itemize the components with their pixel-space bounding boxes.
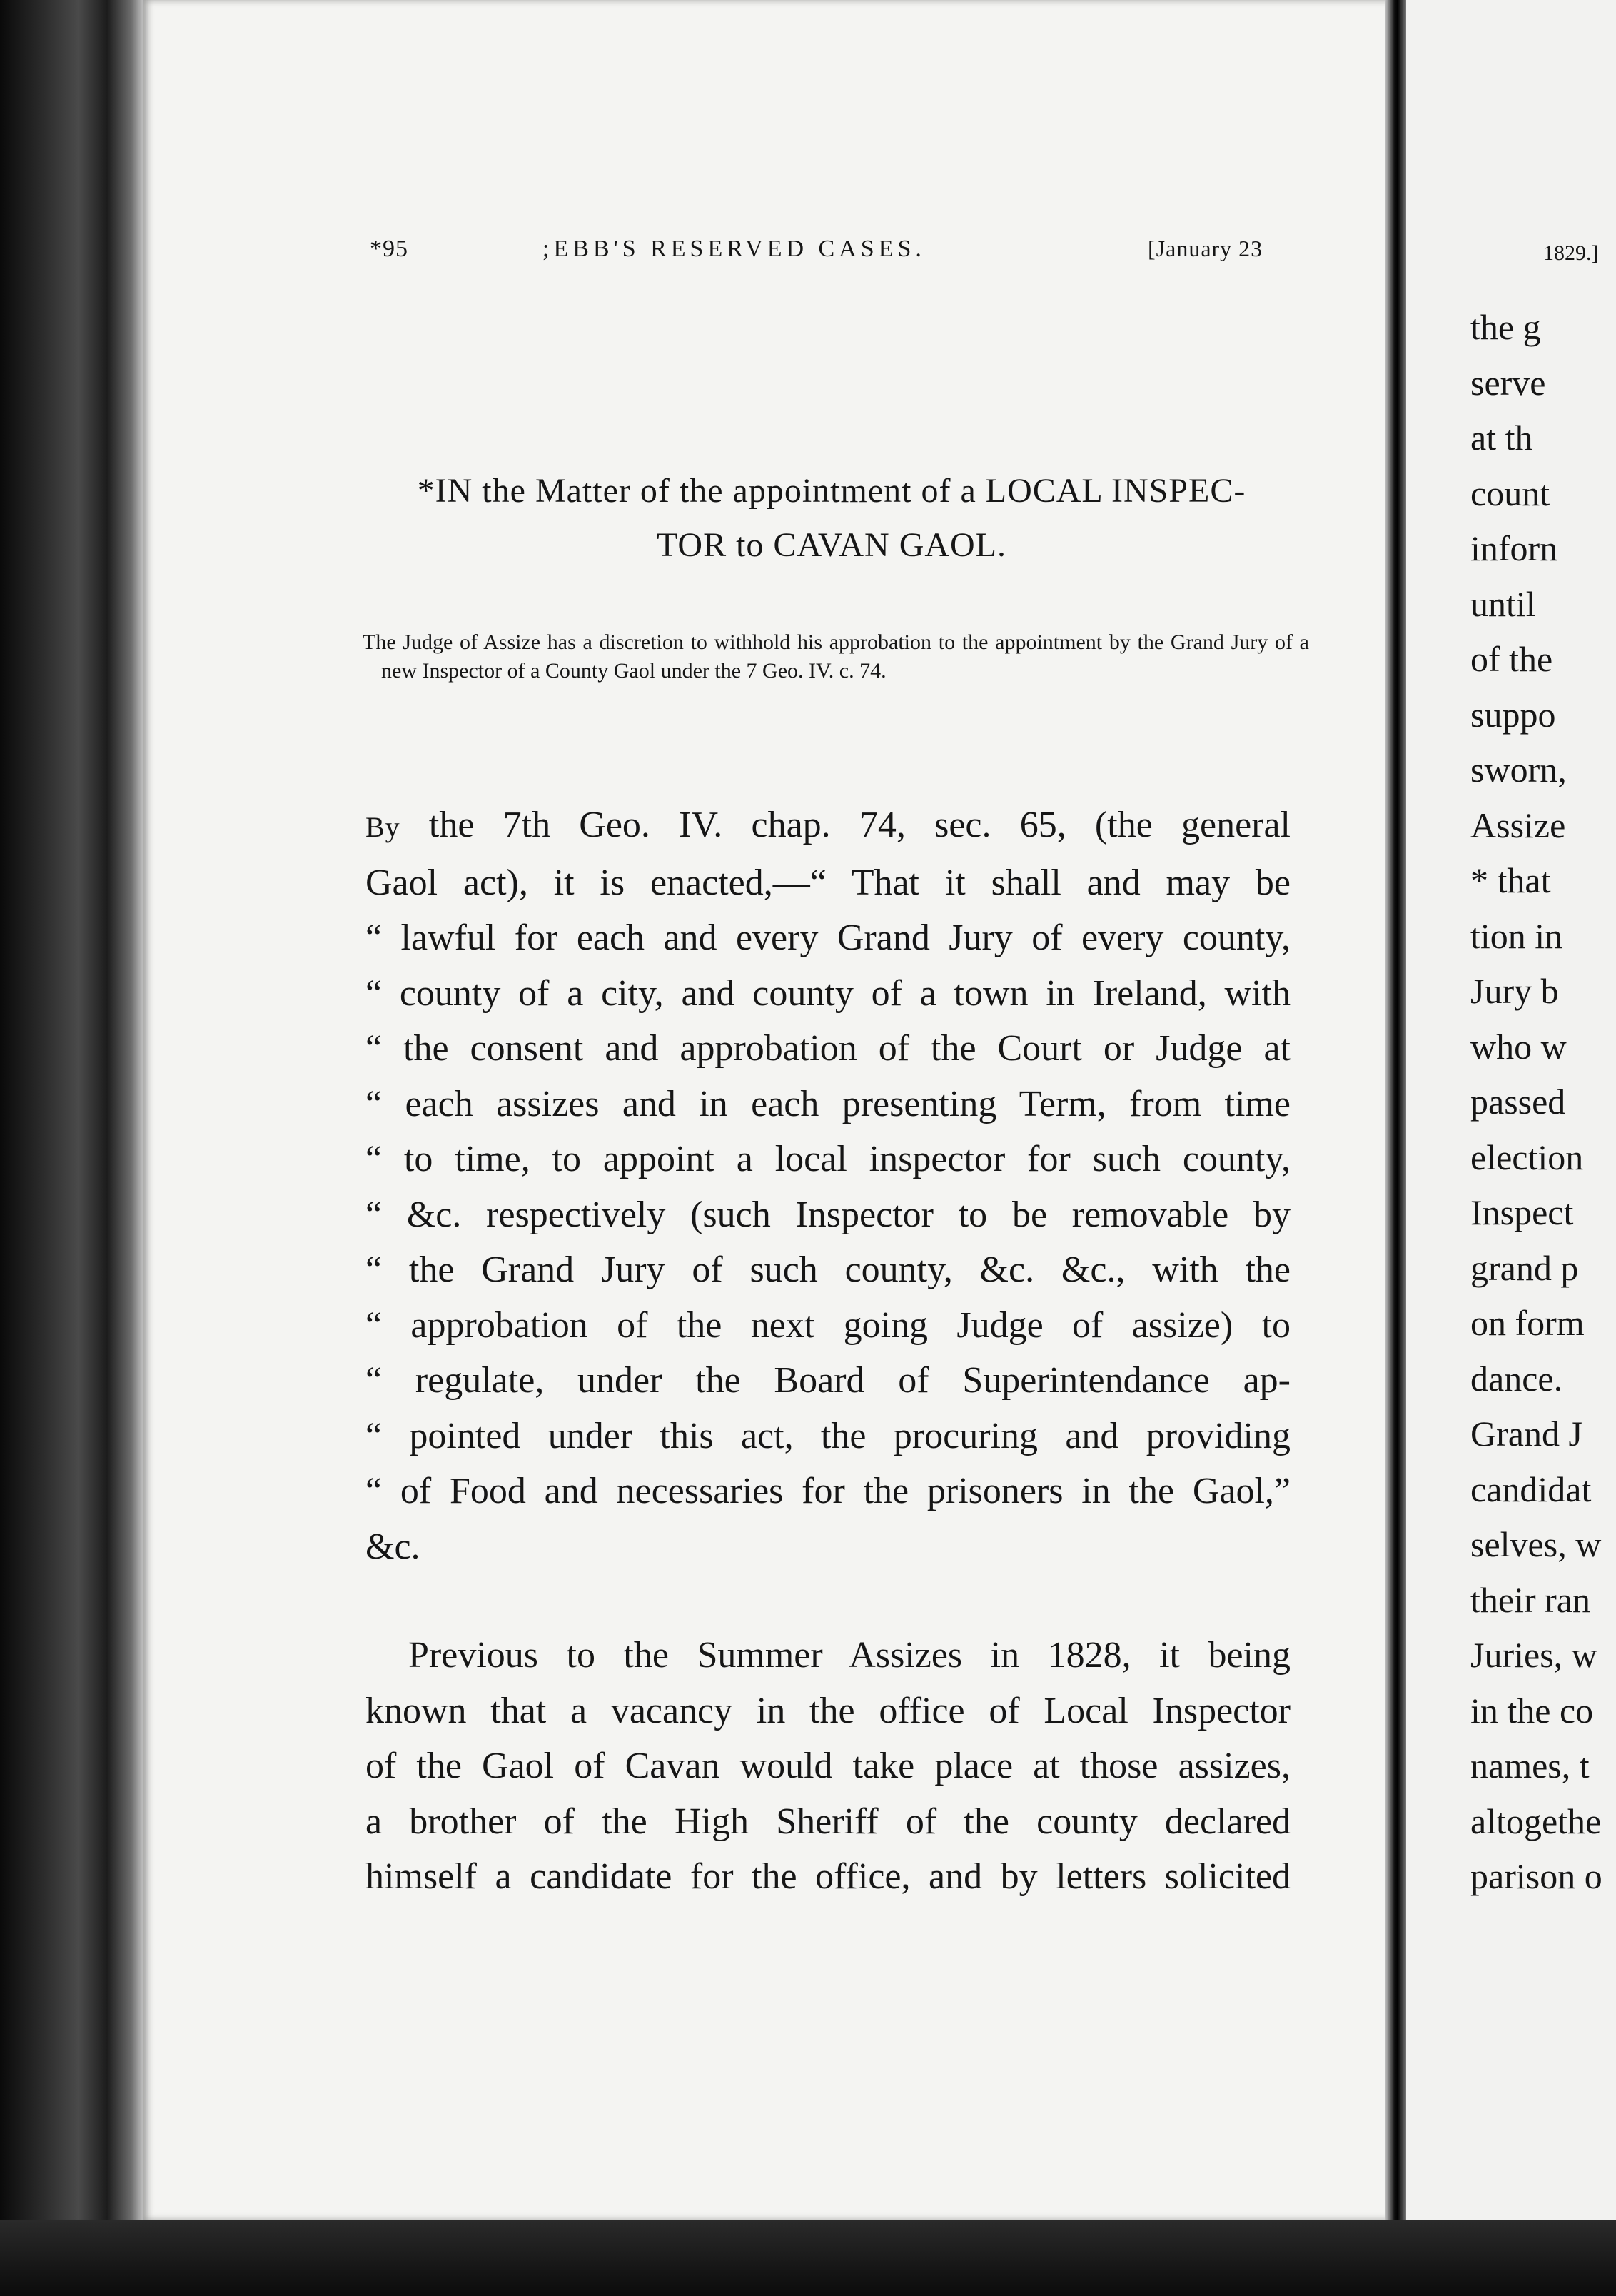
right-page-line: serve (1470, 362, 1546, 403)
paragraph-1-line: Gaol act), it is enacted,—“ That it shall and may be (365, 862, 1291, 903)
right-page-line: altogethe (1470, 1801, 1602, 1841)
right-page-line: * that (1470, 860, 1551, 900)
paragraph-2-line: Previous to the Summer Assizes in 1828, it being (408, 1635, 1291, 1676)
right-page-line: sworn, (1470, 750, 1567, 790)
right-page-line: at th (1470, 418, 1533, 458)
paragraph-1-line: “ pointed under this act, the procuring and providing (365, 1415, 1291, 1456)
lead-cap: By (365, 811, 400, 843)
headnote: The Judge of Assize has a discretion to withhold his approbation to the appointment by the Grand Jury of a new Inspector of a County Gaol under the 7 Geo. IV. c. 74. (363, 630, 1309, 683)
right-page-line: count (1470, 473, 1550, 513)
paragraph-1-line: “ the consent and approbation of the Court or Judge at (365, 1028, 1291, 1069)
scan-bottom-edge (0, 2220, 1616, 2296)
paragraph-1-line: “ county of a city, and county of a town in Ireland, with (365, 972, 1291, 1014)
right-page-line: Jury b (1470, 971, 1559, 1011)
right-page-line: on form (1470, 1303, 1585, 1343)
right-page-line: in the co (1470, 1690, 1594, 1731)
right-page-line: until (1470, 583, 1536, 624)
right-page-header: 1829.] (1543, 241, 1599, 265)
right-page-line: the g (1470, 307, 1541, 347)
case-title-line-1: *IN the Matter of the appointment of a LOCAL INSPEC- (417, 472, 1246, 510)
paragraph-1-line: By the 7th Geo. IV. chap. 74, sec. 65, (the general (365, 805, 1291, 845)
right-page-line: who w (1470, 1026, 1567, 1067)
paragraph-1-line: “ to time, to appoint a local inspector for such county, (365, 1139, 1291, 1179)
right-page-line: election (1470, 1137, 1584, 1177)
right-page-line: tion in (1470, 915, 1563, 956)
paragraph-2-line: of the Gaol of Cavan would take place at those assizes, (365, 1746, 1291, 1786)
right-page-line: their ran (1470, 1579, 1590, 1620)
paragraph-2-line: known that a vacancy in the office of Local Inspector (365, 1690, 1291, 1731)
case-title (371, 464, 1292, 573)
right-page-line: Inspect (1470, 1192, 1574, 1232)
right-page-line: Assize (1470, 805, 1566, 845)
right-page-line: grand p (1470, 1247, 1579, 1288)
right-page-line: inforn (1470, 528, 1558, 568)
page-number: *95 (370, 236, 408, 262)
right-page-line: names, t (1470, 1746, 1590, 1786)
right-page-line: Grand J (1470, 1414, 1582, 1454)
right-page-line: Juries, w (1470, 1635, 1597, 1675)
right-page-text (1470, 300, 1616, 1905)
case-title-line-2: TOR to CAVAN GAOL. (656, 526, 1007, 564)
paragraph-2 (365, 1628, 1291, 1905)
paragraph-1-line: “ &c. respectively (such Inspector to be removable by (365, 1194, 1291, 1235)
paragraph-2-line: a brother of the High Sheriff of the county declared (365, 1801, 1291, 1842)
paragraph-1-line: “ of Food and necessaries for the prisoners in the Gaol,” (365, 1471, 1291, 1511)
right-page-line: passed (1470, 1082, 1566, 1122)
paragraph-1-line: “ lawful for each and every Grand Jury of every county, (365, 917, 1291, 958)
paragraph-1-line: “ each assizes and in each presenting Term, from time (365, 1083, 1291, 1124)
right-page-line: dance. (1470, 1358, 1563, 1399)
paragraph-1-line: “ regulate, under the Board of Superintendance ap- (365, 1360, 1291, 1401)
right-page-line: selves, w (1470, 1524, 1602, 1564)
right-page-line: parison o (1470, 1856, 1602, 1896)
right-page-line: candidat (1470, 1469, 1592, 1509)
book-spine (1385, 0, 1406, 2220)
header-date: [January 23 (1148, 236, 1263, 261)
binding-gutter (0, 0, 143, 2296)
paragraph-1-line: “ approbation of the next going Judge of assize) to (365, 1304, 1291, 1346)
right-page-line: of the (1470, 639, 1553, 679)
paragraph-1-line: “ the Grand Jury of such county, &c. &c., with the (365, 1249, 1291, 1290)
running-title: ;EBB'S RESERVED CASES. (542, 236, 926, 262)
paragraph-1-line: &c. (365, 1526, 420, 1567)
paragraph-2-line: himself a candidate for the office, and by letters solicited (365, 1856, 1291, 1897)
right-page-line: suppo (1470, 694, 1556, 735)
paragraph-1 (365, 797, 1291, 1574)
